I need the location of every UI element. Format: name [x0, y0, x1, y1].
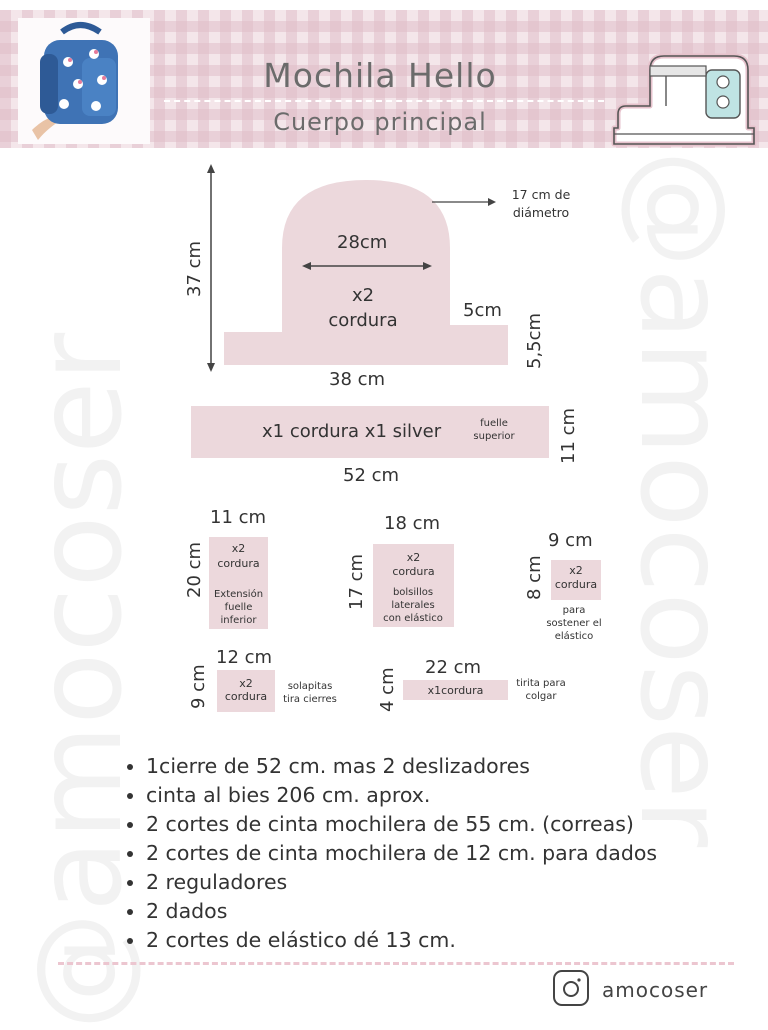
- gusset-note: fuelle superior: [473, 418, 515, 442]
- piece5-height-label: 4 cm: [377, 667, 398, 712]
- watermark-right: @amocoser: [614, 150, 752, 848]
- material-item: • 2 reguladores: [146, 868, 657, 897]
- piece4-width-label: 12 cm: [216, 647, 273, 668]
- piece3-material: cordura: [554, 578, 598, 591]
- piece5-text: x1cordura: [427, 684, 484, 697]
- piece3-width-label: 9 cm: [548, 530, 593, 551]
- arc-diameter-note: 17 cm de diámetro: [511, 187, 571, 220]
- material-item: • 1cierre de 52 cm. mas 2 deslizadores: [146, 752, 657, 781]
- sewing-machine-icon: [610, 44, 758, 156]
- piece4-note: solapitas tira cierres: [283, 681, 337, 705]
- gusset-width-label: 52 cm: [343, 465, 400, 486]
- piece1-material: cordura: [217, 557, 260, 570]
- piece3-height-label: 8 cm: [524, 555, 545, 600]
- piece5-width-label: 22 cm: [425, 657, 482, 678]
- piece1-note: Extensión fuelle inferior: [213, 589, 264, 626]
- piece1-qty: x2: [231, 542, 246, 555]
- piece2-note: bolsillos laterales con elástico: [383, 587, 443, 624]
- gusset-text: x1 cordura x1 silver: [262, 421, 442, 442]
- main-bottom-width-label: 38 cm: [329, 369, 386, 390]
- instagram-icon[interactable]: [553, 970, 589, 1006]
- piece4-material: cordura: [224, 690, 268, 703]
- main-ext-width-label: 5cm: [463, 300, 502, 321]
- watermark-left: @amocoser: [10, 332, 148, 1030]
- piece3-qty: x2: [569, 564, 583, 577]
- main-qty-label: x2: [351, 285, 375, 306]
- materials-list: [122, 752, 657, 955]
- main-top-width-label: 28cm: [337, 232, 388, 253]
- backpack-photo: [18, 18, 150, 144]
- piece2-qty: x2: [406, 551, 421, 564]
- piece2-height-label: 17 cm: [346, 553, 367, 610]
- material-item: • 2 cortes de cinta mochilera de 55 cm. (correas): [146, 810, 657, 839]
- piece4-height-label: 9 cm: [188, 664, 209, 709]
- piece1-height-label: 20 cm: [184, 541, 205, 598]
- material-item: • 2 dados: [146, 897, 657, 926]
- main-ext-height-label: 5,5cm: [524, 312, 545, 369]
- piece5-note: tirita para colgar: [516, 678, 566, 702]
- gusset-height-label: 11 cm: [558, 407, 579, 464]
- page-subtitle: Cuerpo principal: [273, 108, 487, 136]
- instagram-handle[interactable]: amocoser: [602, 978, 709, 1002]
- footer-divider: [58, 962, 734, 965]
- piece1-width-label: 11 cm: [210, 507, 267, 528]
- material-item: • 2 cortes de elástico dé 13 cm.: [146, 926, 657, 955]
- piece2-width-label: 18 cm: [384, 513, 441, 534]
- material-item: • 2 cortes de cinta mochilera de 12 cm. para dados: [146, 839, 657, 868]
- main-height-label: 37 cm: [184, 240, 205, 297]
- main-material-label: cordura: [328, 310, 398, 331]
- piece3-note: para sostener el elástico: [546, 605, 602, 642]
- title-divider: [164, 100, 604, 102]
- material-item: • cinta al bies 206 cm. aprox.: [146, 781, 657, 810]
- page-title: Mochila Hello: [263, 56, 497, 95]
- piece4-qty: x2: [239, 677, 253, 690]
- piece2-material: cordura: [392, 565, 435, 578]
